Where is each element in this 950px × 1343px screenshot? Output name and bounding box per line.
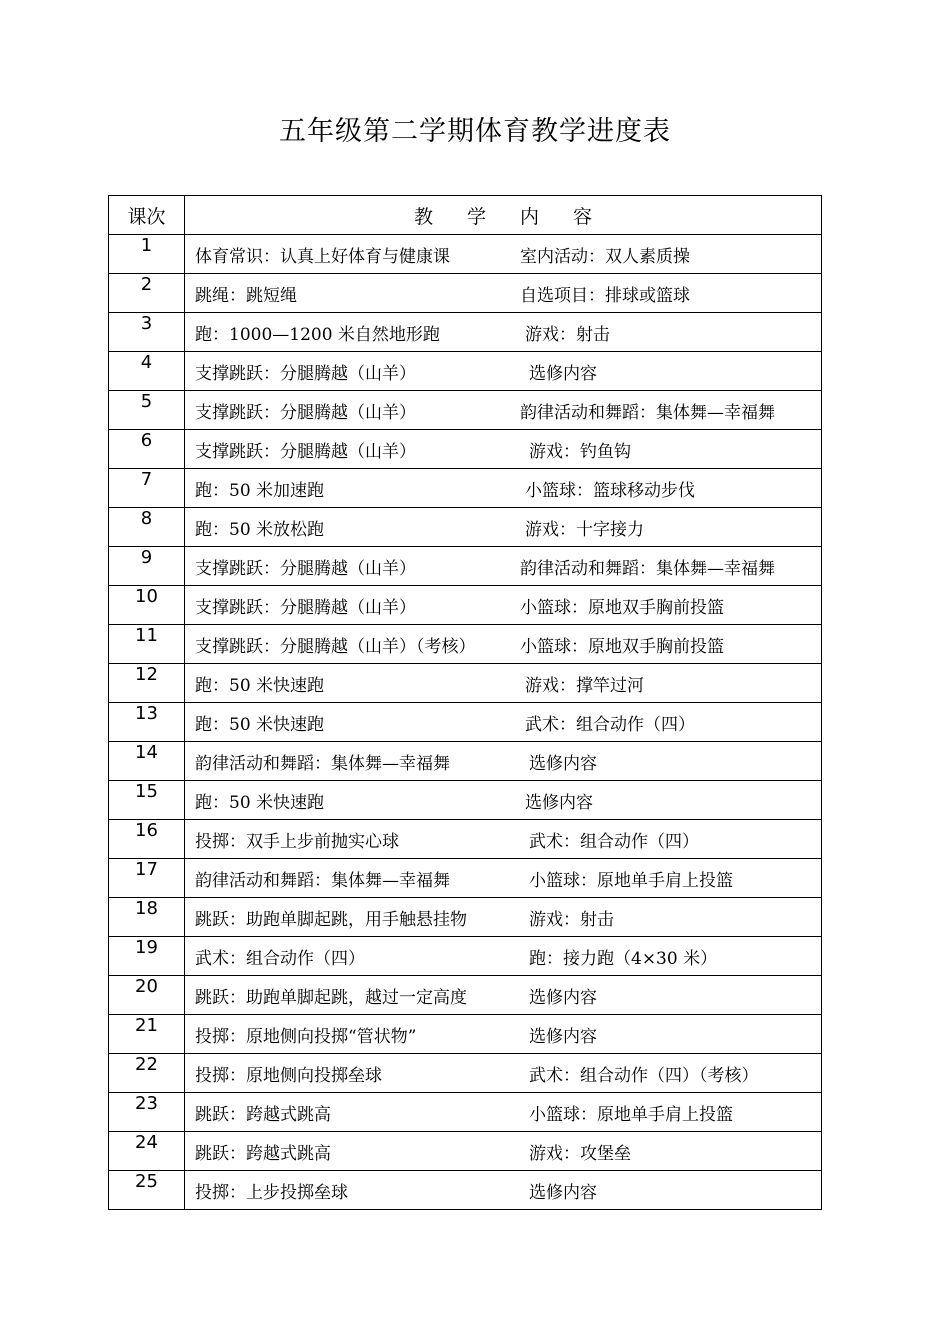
- content-item-primary: 投掷：原地侧向投掷“管状物”: [195, 1027, 417, 1047]
- content-item-primary: 投掷：上步投掷垒球: [195, 1183, 348, 1203]
- lesson-number: 13: [109, 703, 185, 742]
- schedule-table: [108, 195, 822, 1210]
- lesson-number: 17: [109, 859, 185, 898]
- lesson-content: [185, 469, 822, 508]
- table-row: [109, 781, 822, 820]
- content-item-primary: 跳跃：助跑单脚起跳，越过一定高度: [195, 988, 467, 1008]
- content-item-primary: 跑：50 米快速跑: [195, 676, 325, 696]
- lesson-number: 8: [109, 508, 185, 547]
- lesson-content: [185, 352, 822, 391]
- lesson-number: 7: [109, 469, 185, 508]
- content-item-primary: 跑：50 米加速跑: [195, 481, 325, 501]
- lesson-number: 21: [109, 1015, 185, 1054]
- content-item-secondary: 选修内容: [525, 793, 593, 813]
- content-item-secondary: 室内活动：双人素质操: [520, 247, 690, 267]
- table-row: [109, 313, 822, 352]
- lesson-content: [185, 1093, 822, 1132]
- lesson-number: 11: [109, 625, 185, 664]
- lesson-content: [185, 625, 822, 664]
- lesson-content: [185, 586, 822, 625]
- lesson-content: [185, 313, 822, 352]
- content-item-secondary: 游戏：钓鱼钩: [529, 442, 631, 462]
- content-item-secondary: 游戏：射击: [525, 325, 610, 345]
- content-item-secondary: 小篮球：原地双手胸前投篮: [520, 598, 724, 618]
- table-row: [109, 274, 822, 313]
- table-row: [109, 1132, 822, 1171]
- content-item-secondary: 选修内容: [529, 1183, 597, 1203]
- table-row: [109, 742, 822, 781]
- lesson-content: [185, 781, 822, 820]
- lesson-number: 9: [109, 547, 185, 586]
- content-item-secondary: 游戏：攻堡垒: [529, 1144, 631, 1164]
- header-content-label: 教学内容: [413, 205, 626, 228]
- header-lesson: 课次: [109, 196, 185, 235]
- content-item-primary: 跑：50 米快速跑: [195, 715, 325, 735]
- content-item-primary: 支撑跳跃：分腿腾越（山羊）（考核）: [195, 637, 476, 657]
- lesson-content: [185, 274, 822, 313]
- table-row: [109, 586, 822, 625]
- lesson-number: 2: [109, 274, 185, 313]
- table-row: [109, 1015, 822, 1054]
- content-item-secondary: 韵律活动和舞蹈：集体舞—幸福舞: [520, 403, 775, 423]
- lesson-content: [185, 859, 822, 898]
- content-item-secondary: 小篮球：原地双手胸前投篮: [520, 637, 724, 657]
- content-item-primary: 跳跃：助跑单脚起跳，用手触悬挂物: [195, 910, 467, 930]
- content-item-primary: 支撑跳跃：分腿腾越（山羊）: [195, 442, 416, 462]
- lesson-content: [185, 391, 822, 430]
- content-item-primary: 跑：50 米放松跑: [195, 520, 325, 540]
- lesson-content: [185, 1132, 822, 1171]
- table-header-row: [109, 196, 822, 235]
- table-row: [109, 898, 822, 937]
- content-item-primary: 支撑跳跃：分腿腾越（山羊）: [195, 364, 416, 384]
- table-row: [109, 1054, 822, 1093]
- lesson-content: [185, 508, 822, 547]
- content-item-primary: 支撑跳跃：分腿腾越（山羊）: [195, 403, 416, 423]
- table-row: [109, 937, 822, 976]
- content-item-secondary: 小篮球：原地单手肩上投篮: [529, 1105, 733, 1125]
- content-item-secondary: 自选项目：排球或篮球: [520, 286, 690, 306]
- table-row: [109, 703, 822, 742]
- table-row: [109, 430, 822, 469]
- header-content: [185, 196, 822, 235]
- content-item-secondary: 游戏：撑竿过河: [525, 676, 644, 696]
- lesson-number: 6: [109, 430, 185, 469]
- content-item-primary: 韵律活动和舞蹈：集体舞—幸福舞: [195, 754, 450, 774]
- table-row: [109, 1171, 822, 1210]
- content-item-primary: 跑：1000—1200 米自然地形跑: [195, 325, 440, 345]
- lesson-content: [185, 820, 822, 859]
- page-title: 五年级第二学期体育教学进度表: [279, 116, 671, 147]
- table-row: [109, 352, 822, 391]
- table-row: [109, 391, 822, 430]
- content-item-primary: 支撑跳跃：分腿腾越（山羊）: [195, 559, 416, 579]
- table-row: [109, 547, 822, 586]
- lesson-content: [185, 235, 822, 274]
- lesson-content: [185, 547, 822, 586]
- table-row: [109, 976, 822, 1015]
- table-row: [109, 469, 822, 508]
- content-item-secondary: 游戏：射击: [529, 910, 614, 930]
- content-item-primary: 武术：组合动作（四）: [195, 949, 365, 969]
- lesson-number: 15: [109, 781, 185, 820]
- lesson-content: [185, 1171, 822, 1210]
- content-item-primary: 跳跃：跨越式跳高: [195, 1105, 331, 1125]
- lesson-content: [185, 430, 822, 469]
- content-item-secondary: 小篮球：原地单手肩上投篮: [529, 871, 733, 891]
- lesson-content: [185, 976, 822, 1015]
- content-item-primary: 支撑跳跃：分腿腾越（山羊）: [195, 598, 416, 618]
- content-item-primary: 体育常识：认真上好体育与健康课: [195, 247, 450, 267]
- content-item-secondary: 选修内容: [529, 754, 597, 774]
- content-item-secondary: 小篮球：篮球移动步伐: [525, 481, 695, 501]
- content-item-primary: 投掷：原地侧向投掷垒球: [195, 1066, 382, 1086]
- content-item-primary: 跑：50 米快速跑: [195, 793, 325, 813]
- content-item-secondary: 选修内容: [529, 1027, 597, 1047]
- content-item-primary: 跳跃：跨越式跳高: [195, 1144, 331, 1164]
- lesson-number: 24: [109, 1132, 185, 1171]
- table-row: [109, 1093, 822, 1132]
- table-row: [109, 859, 822, 898]
- lesson-number: 22: [109, 1054, 185, 1093]
- lesson-number: 5: [109, 391, 185, 430]
- table-row: [109, 625, 822, 664]
- lesson-content: [185, 703, 822, 742]
- content-item-secondary: 武术：组合动作（四）（考核）: [529, 1066, 759, 1086]
- lesson-number: 20: [109, 976, 185, 1015]
- lesson-number: 12: [109, 664, 185, 703]
- content-item-primary: 韵律活动和舞蹈：集体舞—幸福舞: [195, 871, 450, 891]
- content-item-secondary: 跑：接力跑（4×30 米）: [529, 949, 718, 969]
- lesson-content: [185, 1054, 822, 1093]
- content-item-primary: 投掷：双手上步前抛实心球: [195, 832, 399, 852]
- table-row: [109, 820, 822, 859]
- lesson-number: 10: [109, 586, 185, 625]
- lesson-content: [185, 937, 822, 976]
- lesson-number: 23: [109, 1093, 185, 1132]
- lesson-number: 19: [109, 937, 185, 976]
- table-row: [109, 508, 822, 547]
- content-item-secondary: 韵律活动和舞蹈：集体舞—幸福舞: [520, 559, 775, 579]
- content-item-primary: 跳绳：跳短绳: [195, 286, 297, 306]
- lesson-number: 25: [109, 1171, 185, 1210]
- lesson-number: 16: [109, 820, 185, 859]
- content-item-secondary: 选修内容: [529, 988, 597, 1008]
- lesson-number: 18: [109, 898, 185, 937]
- content-item-secondary: 武术：组合动作（四）: [529, 832, 699, 852]
- lesson-number: 14: [109, 742, 185, 781]
- lesson-content: [185, 1015, 822, 1054]
- content-item-secondary: 武术：组合动作（四）: [525, 715, 695, 735]
- lesson-content: [185, 898, 822, 937]
- content-item-secondary: 选修内容: [529, 364, 597, 384]
- lesson-content: [185, 664, 822, 703]
- lesson-content: [185, 742, 822, 781]
- table-row: [109, 235, 822, 274]
- lesson-number: 3: [109, 313, 185, 352]
- lesson-number: 1: [109, 235, 185, 274]
- table-row: [109, 664, 822, 703]
- lesson-number: 4: [109, 352, 185, 391]
- content-item-secondary: 游戏：十字接力: [525, 520, 644, 540]
